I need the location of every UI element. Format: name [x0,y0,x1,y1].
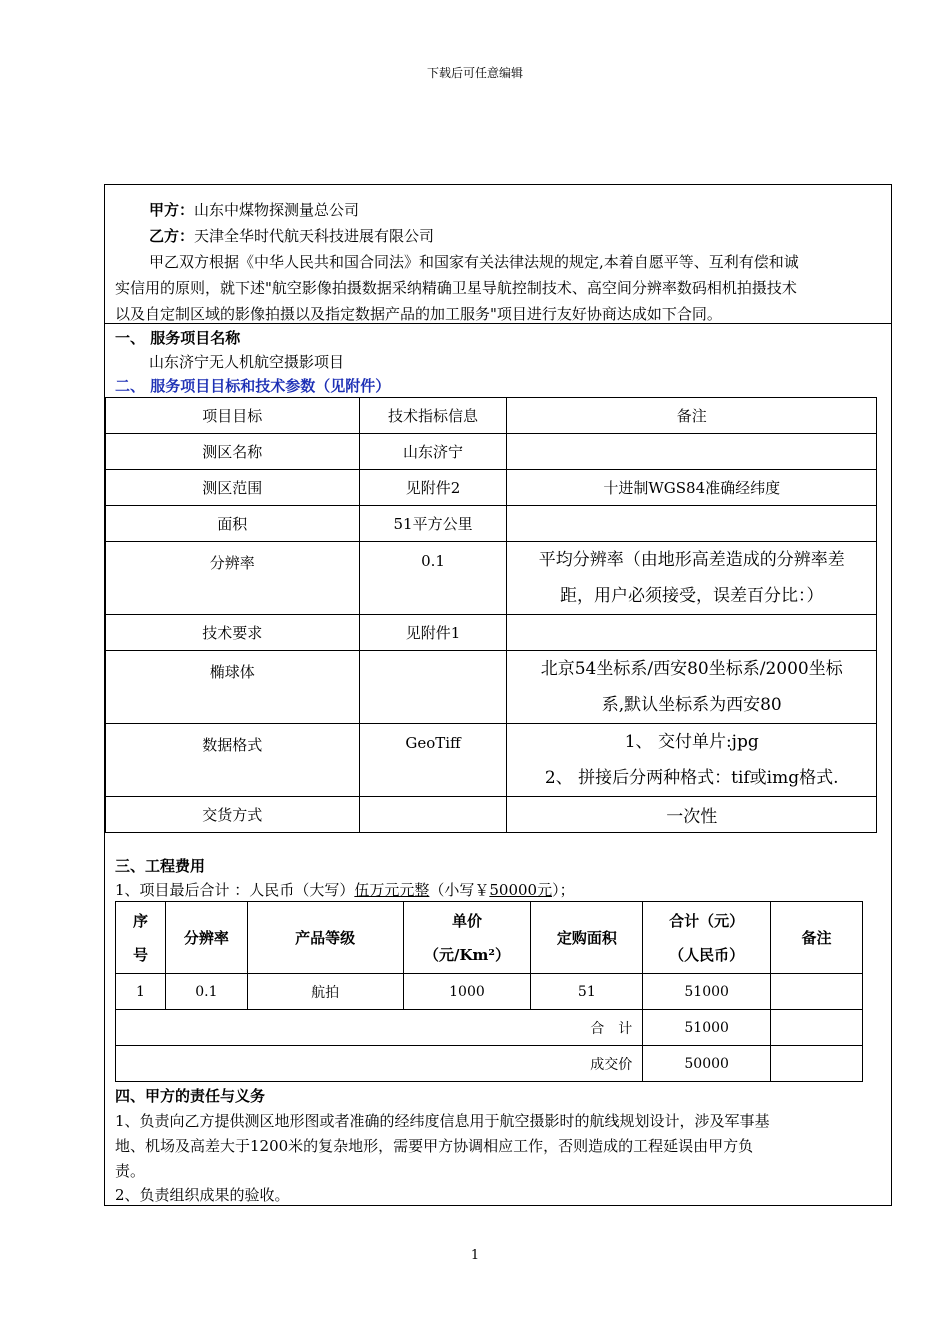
cost-cell: 航拍 [247,974,403,1010]
cost-cell: 51 [531,974,643,1010]
spec-cell: 测区名称 [106,434,360,470]
table-row [106,506,877,542]
party-a-line [149,199,359,220]
table-row [106,615,877,651]
spec-note-line: 系,默认坐标系为西安80 [601,695,782,715]
section1-content: 山东济宁无人机航空摄影项目 [149,353,345,371]
spec-cell: 一次性 [507,797,877,833]
spec-cell: 椭球体 [106,651,360,724]
header-line: （人民币） [669,945,745,964]
cost-cell [771,1046,863,1082]
spec-cell: 技术要求 [106,615,360,651]
cost-prefix: 1、项目最后合计 ：人民币（大写） [115,881,355,899]
spec-header-target: 项目目标 [106,398,360,434]
deal-label: 成交价 [116,1046,643,1082]
cost-cell: 1 [116,974,166,1010]
table-row [106,542,877,615]
spec-table [105,397,877,833]
spec-note-line: 2、 拼接后分两种格式：tif或img格式. [544,768,839,788]
section2-title: 二、 服务项目目标和技术参数（见附件） [115,377,391,395]
spec-cell-multiline [507,542,877,615]
contract-frame [104,184,892,1206]
spec-cell: 测区范围 [106,470,360,506]
spec-cell: 数据格式 [106,724,360,797]
section1-title: 一、 服务项目名称 [115,329,241,347]
cost-header-note: 备注 [771,902,863,974]
cost-mid: （小写￥ [429,881,490,899]
cost-upper: 伍万元元整 [354,881,430,899]
cost-cell: 0.1 [165,974,247,1010]
spec-cell: 分辨率 [106,542,360,615]
table-row [116,974,863,1010]
header-note: 下载后可任意编辑 [426,66,523,80]
cost-header-total [643,902,771,974]
cost-header-grade: 产品等级 [247,902,403,974]
header-line: 号 [132,945,148,964]
spec-note-line: 距，用户必须接受，误差百分比：） [559,586,824,606]
header-line: 序 [132,911,148,930]
cost-cell: 51000 [643,974,771,1010]
spec-cell [359,651,507,724]
spec-note-line: 平均分辨率（由地形高差造成的分辨率差 [538,550,845,570]
table-row [116,1010,863,1046]
intro-line-3: 以及自定制区域的影像拍摄以及指定数据产品的加工服务"项目进行友好协商达成如下合同。 [115,305,722,323]
cost-cell: 1000 [403,974,531,1010]
intro-line-2: 实信用的原则，就下述"航空影像拍摄数据采纳精确卫星导航控制技术、高空间分辨率数码相机拍摄技术 [115,279,797,297]
spec-cell: 51平方公里 [359,506,507,542]
cost-cell [771,974,863,1010]
section4-line: 责。 [115,1162,146,1180]
page-number: 1 [470,1248,480,1263]
cost-header-no [116,902,166,974]
section3-title: 三、工程费用 [115,857,206,875]
section4-line: 1、负责向乙方提供测区地形图或者准确的经纬度信息用于航空摄影时的航线规划设计，涉及军事基 [115,1112,770,1130]
cost-header-area: 定购面积 [531,902,643,974]
spec-cell: 面积 [106,506,360,542]
cost-header-price [403,902,531,974]
header-line: （元/Km²） [423,945,510,964]
spec-header-note: 备注 [507,398,877,434]
party-b-label: 乙方： [149,227,195,245]
sum-value: 51000 [643,1010,771,1046]
cost-header-res: 分辨率 [165,902,247,974]
table-row [106,651,877,724]
spec-cell: GeoTiff [359,724,507,797]
spec-cell-multiline [507,651,877,724]
spec-cell [507,434,877,470]
intro-line-1: 甲乙双方根据《中华人民共和国合同法》和国家有关法律法规的规定,本着自愿平等、互利有偿和诚 [149,253,799,271]
party-a-label: 甲方： [149,201,195,219]
spec-cell: 见附件2 [359,470,507,506]
table-row [106,724,877,797]
spec-note-line: 北京54坐标系/西安80坐标系/2000坐标 [540,659,843,679]
party-b-line [149,225,434,246]
party-a-name: 山东中煤物探测量总公司 [194,201,360,219]
spec-cell: 交货方式 [106,797,360,833]
section4-line: 2、负责组织成果的验收。 [115,1186,290,1204]
header-line: 单价 [451,911,482,930]
cost-line [115,879,575,900]
cost-lower: 50000元 [489,881,553,899]
spec-cell: 见附件1 [359,615,507,651]
table-row [106,797,877,833]
spec-header-info: 技术指标信息 [359,398,507,434]
sum-label: 合 计 [116,1010,643,1046]
table-row [116,902,863,974]
spec-cell: 山东济宁 [359,434,507,470]
divider [105,323,891,324]
spec-cell-multiline [507,724,877,797]
party-b-name: 天津全华时代航天科技进展有限公司 [194,227,435,245]
table-row [106,470,877,506]
header-line: 合计（元） [669,911,745,930]
spec-cell [507,615,877,651]
table-row [106,434,877,470]
spec-note-line: 1、 交付单片:jpg [624,732,759,752]
cost-cell [771,1010,863,1046]
cost-suffix: ）； [552,881,575,899]
spec-cell: 0.1 [359,542,507,615]
spec-cell [359,797,507,833]
section4-line: 地、机场及高差大于1200米的复杂地形，需要甲方协调相应工作，否则造成的工程延误由甲方负 [115,1137,754,1155]
table-row [116,1046,863,1082]
section4-title: 四、甲方的责任与义务 [115,1087,266,1105]
table-row [106,398,877,434]
cost-table [115,901,863,1082]
deal-value: 50000 [643,1046,771,1082]
spec-cell [507,506,877,542]
spec-cell: 十进制WGS84准确经纬度 [507,470,877,506]
